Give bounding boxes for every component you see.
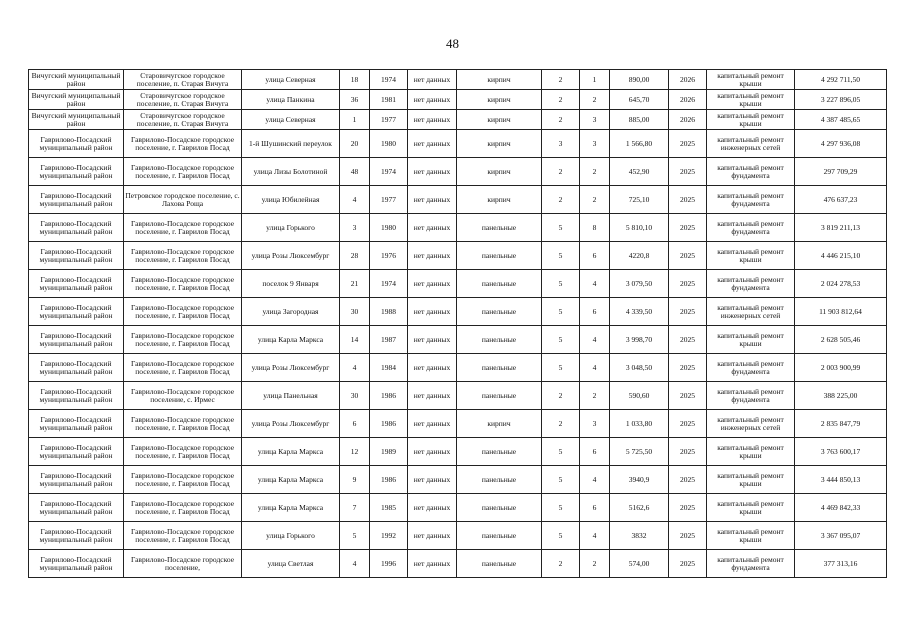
cell-house-number: 20 (340, 130, 370, 158)
cell-district: Гаврилово-Посадский муниципальный район (29, 494, 124, 522)
table-row (29, 522, 887, 550)
cell-build-year: 1981 (370, 90, 408, 110)
table-row (29, 186, 887, 214)
cell-settlement: Старовичугское городское поселение, п. Старая Вичуга (124, 110, 242, 130)
cell-district: Гаврилово-Посадский муниципальный район (29, 550, 124, 578)
cell-plan-year: 2025 (669, 158, 707, 186)
cell-settlement: Гаврилово-Посадское городское поселение, г. Гаврилов Посад (124, 522, 242, 550)
cell-wall-material: панельные (457, 494, 542, 522)
cell-district: Гаврилово-Посадский муниципальный район (29, 410, 124, 438)
cell-floors: 5 (542, 242, 580, 270)
cell-district: Гаврилово-Посадский муниципальный район (29, 242, 124, 270)
cell-street: улица Карла Маркса (242, 494, 340, 522)
cell-house-number: 14 (340, 326, 370, 354)
cell-floors: 5 (542, 214, 580, 242)
cell-amount: 3 367 095,07 (795, 522, 887, 550)
cell-work-type: капитальный ремонт фундамента (707, 214, 795, 242)
cell-plan-year: 2025 (669, 354, 707, 382)
cell-wall-material: панельные (457, 438, 542, 466)
table-row (29, 382, 887, 410)
cell-settlement: Петровское городское поселение, с. Лахова Роща (124, 186, 242, 214)
cell-house-number: 28 (340, 242, 370, 270)
cell-amount: 3 444 850,13 (795, 466, 887, 494)
cell-house-number: 4 (340, 186, 370, 214)
cell-settlement: Гаврилово-Посадское городское поселение, г. Гаврилов Посад (124, 438, 242, 466)
cell-district: Гаврилово-Посадский муниципальный район (29, 298, 124, 326)
cell-work-type: капитальный ремонт фундамента (707, 270, 795, 298)
cell-floors: 2 (542, 550, 580, 578)
cell-no-data: нет данных (408, 298, 457, 326)
cell-amount: 4 469 842,33 (795, 494, 887, 522)
cell-street: улица Розы Люксембург (242, 242, 340, 270)
cell-street: улица Северная (242, 110, 340, 130)
cell-plan-year: 2025 (669, 270, 707, 298)
cell-area: 645,70 (610, 90, 669, 110)
cell-work-type: капитальный ремонт крыши (707, 110, 795, 130)
cell-street: улица Карла Маркса (242, 438, 340, 466)
cell-plan-year: 2025 (669, 242, 707, 270)
cell-build-year: 1988 (370, 298, 408, 326)
cell-work-type: капитальный ремонт фундамента (707, 382, 795, 410)
table-row (29, 354, 887, 382)
table-row (29, 90, 887, 110)
cell-no-data: нет данных (408, 110, 457, 130)
cell-amount: 3 763 600,17 (795, 438, 887, 466)
cell-house-number: 12 (340, 438, 370, 466)
cell-plan-year: 2025 (669, 130, 707, 158)
cell-area: 5 810,10 (610, 214, 669, 242)
cell-no-data: нет данных (408, 382, 457, 410)
cell-settlement: Гаврилово-Посадское городское поселение, г. Гаврилов Посад (124, 270, 242, 298)
cell-street: улица Розы Люксембург (242, 410, 340, 438)
cell-no-data: нет данных (408, 186, 457, 214)
cell-plan-year: 2025 (669, 410, 707, 438)
cell-floors: 5 (542, 494, 580, 522)
table-row (29, 438, 887, 466)
cell-wall-material: панельные (457, 550, 542, 578)
cell-district: Гаврилово-Посадский муниципальный район (29, 522, 124, 550)
cell-wall-material: кирпич (457, 130, 542, 158)
cell-settlement: Гаврилово-Посадское городское поселение, г. Гаврилов Посад (124, 494, 242, 522)
cell-entrances: 8 (580, 214, 610, 242)
cell-floors: 2 (542, 382, 580, 410)
cell-build-year: 1986 (370, 466, 408, 494)
table-row (29, 298, 887, 326)
cell-house-number: 48 (340, 158, 370, 186)
cell-work-type: капитальный ремонт крыши (707, 466, 795, 494)
cell-district: Гаврилово-Посадский муниципальный район (29, 214, 124, 242)
cell-area: 5162,6 (610, 494, 669, 522)
cell-entrances: 2 (580, 382, 610, 410)
cell-entrances: 6 (580, 298, 610, 326)
cell-house-number: 21 (340, 270, 370, 298)
cell-build-year: 1977 (370, 110, 408, 130)
cell-build-year: 1986 (370, 382, 408, 410)
cell-entrances: 6 (580, 242, 610, 270)
cell-build-year: 1977 (370, 186, 408, 214)
cell-house-number: 9 (340, 466, 370, 494)
cell-area: 725,10 (610, 186, 669, 214)
cell-street: улица Загородная (242, 298, 340, 326)
cell-house-number: 6 (340, 410, 370, 438)
cell-work-type: капитальный ремонт крыши (707, 70, 795, 90)
cell-district: Вичугский муниципальный район (29, 90, 124, 110)
cell-house-number: 5 (340, 522, 370, 550)
cell-settlement: Гаврилово-Посадское городское поселение, г. Гаврилов Посад (124, 214, 242, 242)
cell-plan-year: 2026 (669, 70, 707, 90)
cell-floors: 2 (542, 158, 580, 186)
cell-floors: 2 (542, 70, 580, 90)
cell-house-number: 18 (340, 70, 370, 90)
cell-entrances: 4 (580, 522, 610, 550)
cell-plan-year: 2025 (669, 186, 707, 214)
cell-wall-material: кирпич (457, 158, 542, 186)
cell-amount: 2 003 900,99 (795, 354, 887, 382)
cell-settlement: Старовичугское городское поселение, п. Старая Вичуга (124, 90, 242, 110)
cell-area: 3 998,70 (610, 326, 669, 354)
cell-entrances: 2 (580, 90, 610, 110)
table-row (29, 466, 887, 494)
cell-amount: 4 292 711,50 (795, 70, 887, 90)
cell-district: Гаврилово-Посадский муниципальный район (29, 438, 124, 466)
cell-street: улица Лизы Болотиной (242, 158, 340, 186)
table-row (29, 110, 887, 130)
cell-area: 4 339,50 (610, 298, 669, 326)
table-row (29, 326, 887, 354)
cell-street: улица Горького (242, 522, 340, 550)
table-row (29, 550, 887, 578)
cell-work-type: капитальный ремонт фундамента (707, 354, 795, 382)
cell-amount: 4 446 215,10 (795, 242, 887, 270)
cell-plan-year: 2025 (669, 494, 707, 522)
cell-build-year: 1986 (370, 410, 408, 438)
cell-no-data: нет данных (408, 550, 457, 578)
cell-house-number: 30 (340, 298, 370, 326)
cell-no-data: нет данных (408, 522, 457, 550)
cell-amount: 2 628 505,46 (795, 326, 887, 354)
cell-floors: 2 (542, 110, 580, 130)
cell-house-number: 1 (340, 110, 370, 130)
cell-entrances: 2 (580, 186, 610, 214)
cell-build-year: 1980 (370, 214, 408, 242)
cell-area: 885,00 (610, 110, 669, 130)
cell-plan-year: 2025 (669, 214, 707, 242)
cell-amount: 11 903 812,64 (795, 298, 887, 326)
cell-build-year: 1974 (370, 70, 408, 90)
cell-wall-material: панельные (457, 242, 542, 270)
cell-no-data: нет данных (408, 326, 457, 354)
page-number: 48 (446, 36, 459, 51)
cell-plan-year: 2025 (669, 550, 707, 578)
cell-wall-material: панельные (457, 214, 542, 242)
cell-entrances: 4 (580, 270, 610, 298)
cell-floors: 5 (542, 354, 580, 382)
cell-wall-material: кирпич (457, 90, 542, 110)
cell-street: 1-й Шушинский переулок (242, 130, 340, 158)
cell-entrances: 3 (580, 410, 610, 438)
cell-plan-year: 2025 (669, 438, 707, 466)
cell-amount: 4 387 485,65 (795, 110, 887, 130)
cell-work-type: капитальный ремонт инженерных сетей (707, 298, 795, 326)
cell-wall-material: панельные (457, 298, 542, 326)
cell-wall-material: панельные (457, 466, 542, 494)
cell-area: 3 079,50 (610, 270, 669, 298)
cell-house-number: 36 (340, 90, 370, 110)
cell-area: 1 033,80 (610, 410, 669, 438)
cell-plan-year: 2025 (669, 466, 707, 494)
cell-build-year: 1992 (370, 522, 408, 550)
cell-work-type: капитальный ремонт крыши (707, 522, 795, 550)
cell-build-year: 1974 (370, 270, 408, 298)
cell-entrances: 3 (580, 110, 610, 130)
cell-entrances: 2 (580, 158, 610, 186)
cell-plan-year: 2025 (669, 298, 707, 326)
cell-build-year: 1976 (370, 242, 408, 270)
cell-wall-material: кирпич (457, 410, 542, 438)
cell-build-year: 1989 (370, 438, 408, 466)
cell-entrances: 1 (580, 70, 610, 90)
cell-no-data: нет данных (408, 90, 457, 110)
cell-floors: 2 (542, 410, 580, 438)
housing-repair-table (28, 69, 887, 578)
cell-plan-year: 2026 (669, 90, 707, 110)
cell-floors: 5 (542, 298, 580, 326)
cell-no-data: нет данных (408, 354, 457, 382)
cell-area: 4220,8 (610, 242, 669, 270)
cell-area: 890,00 (610, 70, 669, 90)
cell-street: поселок 9 Января (242, 270, 340, 298)
cell-amount: 377 313,16 (795, 550, 887, 578)
cell-work-type: капитальный ремонт крыши (707, 438, 795, 466)
cell-wall-material: панельные (457, 382, 542, 410)
cell-build-year: 1984 (370, 354, 408, 382)
cell-settlement: Гаврилово-Посадское городское поселение, г. Гаврилов Посад (124, 466, 242, 494)
cell-amount: 3 819 211,13 (795, 214, 887, 242)
cell-settlement: Гаврилово-Посадское городское поселение, с. Ирмес (124, 382, 242, 410)
cell-street: улица Розы Люксембург (242, 354, 340, 382)
cell-plan-year: 2026 (669, 110, 707, 130)
cell-street: улица Горького (242, 214, 340, 242)
cell-no-data: нет данных (408, 130, 457, 158)
cell-no-data: нет данных (408, 410, 457, 438)
cell-area: 5 725,50 (610, 438, 669, 466)
cell-amount: 2 024 278,53 (795, 270, 887, 298)
cell-settlement: Старовичугское городское поселение, п. Старая Вичуга (124, 70, 242, 90)
cell-district: Вичугский муниципальный район (29, 70, 124, 90)
cell-amount: 388 225,00 (795, 382, 887, 410)
cell-no-data: нет данных (408, 242, 457, 270)
cell-entrances: 4 (580, 354, 610, 382)
cell-plan-year: 2025 (669, 382, 707, 410)
cell-work-type: капитальный ремонт крыши (707, 242, 795, 270)
cell-floors: 5 (542, 522, 580, 550)
cell-area: 1 566,80 (610, 130, 669, 158)
cell-entrances: 6 (580, 494, 610, 522)
cell-build-year: 1987 (370, 326, 408, 354)
cell-settlement: Гаврилово-Посадское городское поселение, г. Гаврилов Посад (124, 130, 242, 158)
table-row (29, 130, 887, 158)
cell-area: 590,60 (610, 382, 669, 410)
cell-wall-material: панельные (457, 270, 542, 298)
cell-entrances: 4 (580, 466, 610, 494)
cell-street: улица Северная (242, 70, 340, 90)
cell-floors: 3 (542, 130, 580, 158)
cell-wall-material: кирпич (457, 70, 542, 90)
cell-amount: 2 835 847,79 (795, 410, 887, 438)
cell-work-type: капитальный ремонт инженерных сетей (707, 410, 795, 438)
cell-work-type: капитальный ремонт крыши (707, 326, 795, 354)
cell-no-data: нет данных (408, 494, 457, 522)
cell-floors: 2 (542, 186, 580, 214)
cell-wall-material: кирпич (457, 110, 542, 130)
cell-street: улица Светлая (242, 550, 340, 578)
cell-district: Вичугский муниципальный район (29, 110, 124, 130)
cell-district: Гаврилово-Посадский муниципальный район (29, 270, 124, 298)
cell-wall-material: панельные (457, 522, 542, 550)
cell-floors: 2 (542, 90, 580, 110)
cell-work-type: капитальный ремонт инженерных сетей (707, 130, 795, 158)
cell-entrances: 3 (580, 130, 610, 158)
cell-house-number: 3 (340, 214, 370, 242)
cell-street: улица Панкина (242, 90, 340, 110)
cell-amount: 3 227 896,05 (795, 90, 887, 110)
cell-work-type: капитальный ремонт фундамента (707, 186, 795, 214)
cell-plan-year: 2025 (669, 326, 707, 354)
cell-build-year: 1974 (370, 158, 408, 186)
cell-work-type: капитальный ремонт фундамента (707, 550, 795, 578)
cell-house-number: 30 (340, 382, 370, 410)
cell-district: Гаврилово-Посадский муниципальный район (29, 382, 124, 410)
cell-house-number: 4 (340, 354, 370, 382)
cell-entrances: 2 (580, 550, 610, 578)
cell-no-data: нет данных (408, 214, 457, 242)
cell-no-data: нет данных (408, 270, 457, 298)
cell-amount: 4 297 936,08 (795, 130, 887, 158)
cell-district: Гаврилово-Посадский муниципальный район (29, 326, 124, 354)
cell-amount: 476 637,23 (795, 186, 887, 214)
cell-house-number: 4 (340, 550, 370, 578)
cell-settlement: Гаврилово-Посадское городское поселение, г. Гаврилов Посад (124, 354, 242, 382)
cell-wall-material: кирпич (457, 186, 542, 214)
cell-area: 3 048,50 (610, 354, 669, 382)
cell-entrances: 6 (580, 438, 610, 466)
cell-settlement: Гаврилово-Посадское городское поселение, (124, 550, 242, 578)
cell-street: улица Панельная (242, 382, 340, 410)
cell-build-year: 1980 (370, 130, 408, 158)
table-row (29, 242, 887, 270)
cell-street: улица Карла Маркса (242, 466, 340, 494)
cell-area: 3940,9 (610, 466, 669, 494)
cell-settlement: Гаврилово-Посадское городское поселение, г. Гаврилов Посад (124, 410, 242, 438)
cell-plan-year: 2025 (669, 522, 707, 550)
cell-settlement: Гаврилово-Посадское городское поселение, г. Гаврилов Посад (124, 326, 242, 354)
cell-street: улица Юбилейная (242, 186, 340, 214)
cell-floors: 5 (542, 466, 580, 494)
cell-area: 452,90 (610, 158, 669, 186)
cell-district: Гаврилово-Посадский муниципальный район (29, 354, 124, 382)
cell-work-type: капитальный ремонт крыши (707, 90, 795, 110)
cell-no-data: нет данных (408, 466, 457, 494)
cell-district: Гаврилово-Посадский муниципальный район (29, 158, 124, 186)
cell-district: Гаврилово-Посадский муниципальный район (29, 130, 124, 158)
cell-no-data: нет данных (408, 70, 457, 90)
cell-no-data: нет данных (408, 438, 457, 466)
cell-settlement: Гаврилово-Посадское городское поселение, г. Гаврилов Посад (124, 158, 242, 186)
table-row (29, 494, 887, 522)
table-row (29, 410, 887, 438)
cell-street: улица Карла Маркса (242, 326, 340, 354)
cell-floors: 5 (542, 438, 580, 466)
cell-district: Гаврилово-Посадский муниципальный район (29, 186, 124, 214)
cell-area: 3832 (610, 522, 669, 550)
table-row (29, 70, 887, 90)
cell-build-year: 1985 (370, 494, 408, 522)
table-row (29, 270, 887, 298)
cell-entrances: 4 (580, 326, 610, 354)
cell-house-number: 7 (340, 494, 370, 522)
cell-district: Гаврилово-Посадский муниципальный район (29, 466, 124, 494)
table-row (29, 158, 887, 186)
cell-build-year: 1996 (370, 550, 408, 578)
table-row (29, 214, 887, 242)
cell-wall-material: панельные (457, 326, 542, 354)
cell-work-type: капитальный ремонт крыши (707, 494, 795, 522)
cell-amount: 297 709,29 (795, 158, 887, 186)
cell-floors: 5 (542, 270, 580, 298)
cell-floors: 5 (542, 326, 580, 354)
cell-settlement: Гаврилово-Посадское городское поселение, г. Гаврилов Посад (124, 242, 242, 270)
cell-wall-material: панельные (457, 354, 542, 382)
cell-settlement: Гаврилово-Посадское городское поселение, г. Гаврилов Посад (124, 298, 242, 326)
cell-no-data: нет данных (408, 158, 457, 186)
cell-area: 574,00 (610, 550, 669, 578)
cell-work-type: капитальный ремонт фундамента (707, 158, 795, 186)
